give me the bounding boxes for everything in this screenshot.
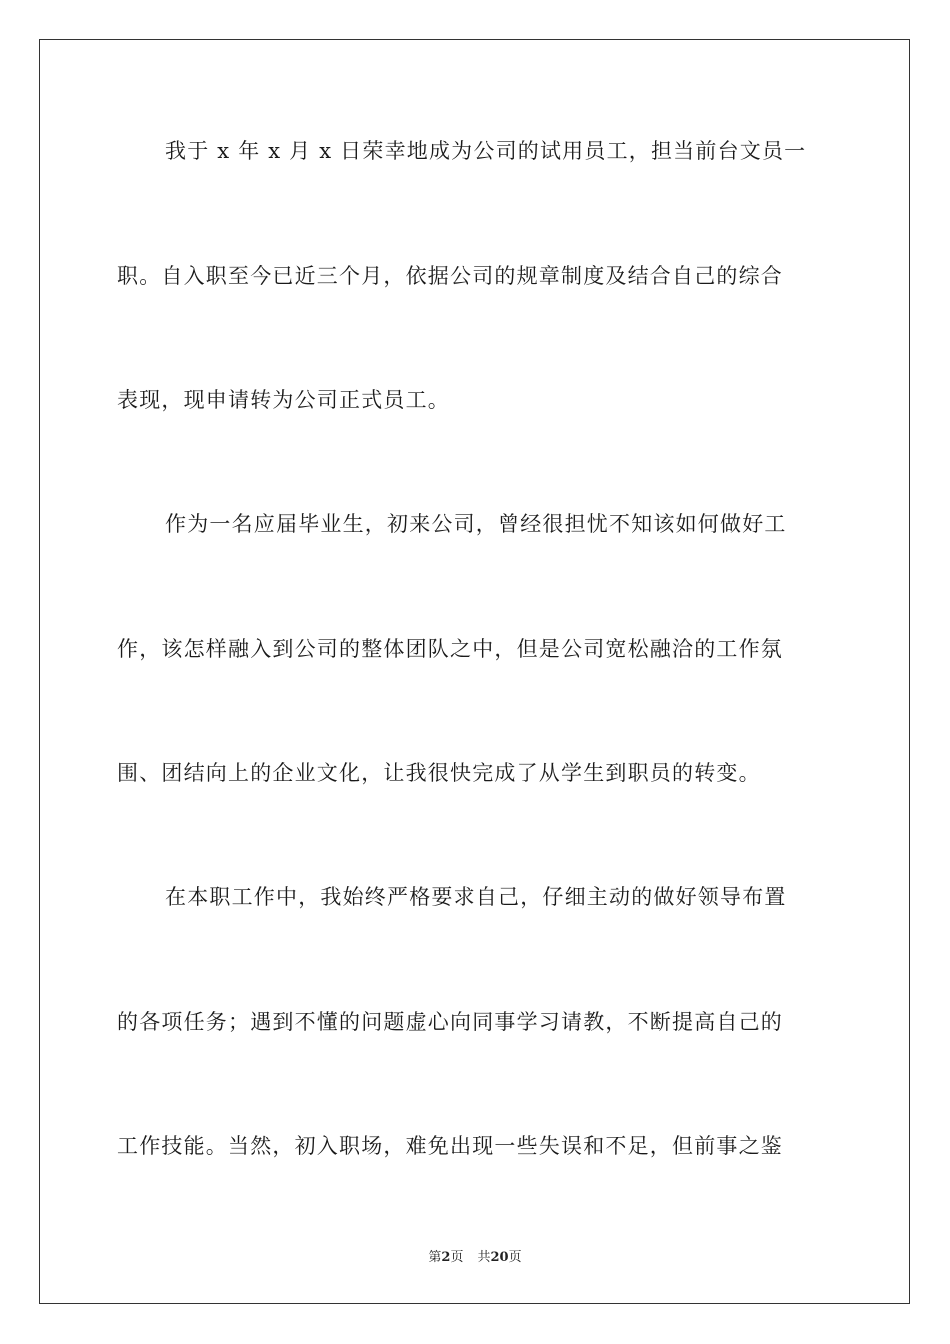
- paragraph-3-line-3: 工作技能。当然，初入职场，难免出现一些失误和不足，但前事之鉴: [117, 1134, 783, 1158]
- paragraph-2-line-2: 作，该怎样融入到公司的整体团队之中，但是公司宽松融洽的工作氛: [117, 637, 783, 661]
- paragraph-1-line-1: 我于 x 年 x 月 x 日荣幸地成为公司的试用员工，担当前台文员一: [165, 139, 807, 163]
- total-pages: 共20页: [477, 1250, 522, 1265]
- paragraph-3-line-1: 在本职工作中，我始终严格要求自己，仔细主动的做好领导布置: [165, 885, 787, 909]
- page-border: [39, 39, 910, 1304]
- paragraph-3-line-2: 的各项任务；遇到不懂的问题虚心向同事学习请教，不断提高自己的: [117, 1010, 783, 1034]
- page-number: 第2页: [428, 1250, 464, 1265]
- paragraph-2-line-1: 作为一名应届毕业生，初来公司，曾经很担忧不知该如何做好工: [165, 512, 787, 536]
- paragraph-1-line-3: 表现，现申请转为公司正式员工。: [117, 388, 450, 412]
- paragraph-1-line-2: 职。自入职至今已近三个月，依据公司的规章制度及结合自己的综合: [117, 264, 783, 288]
- paragraph-2-line-3: 围、团结向上的企业文化，让我很快完成了从学生到职员的转变。: [117, 761, 761, 785]
- page-footer: [0, 1246, 950, 1265]
